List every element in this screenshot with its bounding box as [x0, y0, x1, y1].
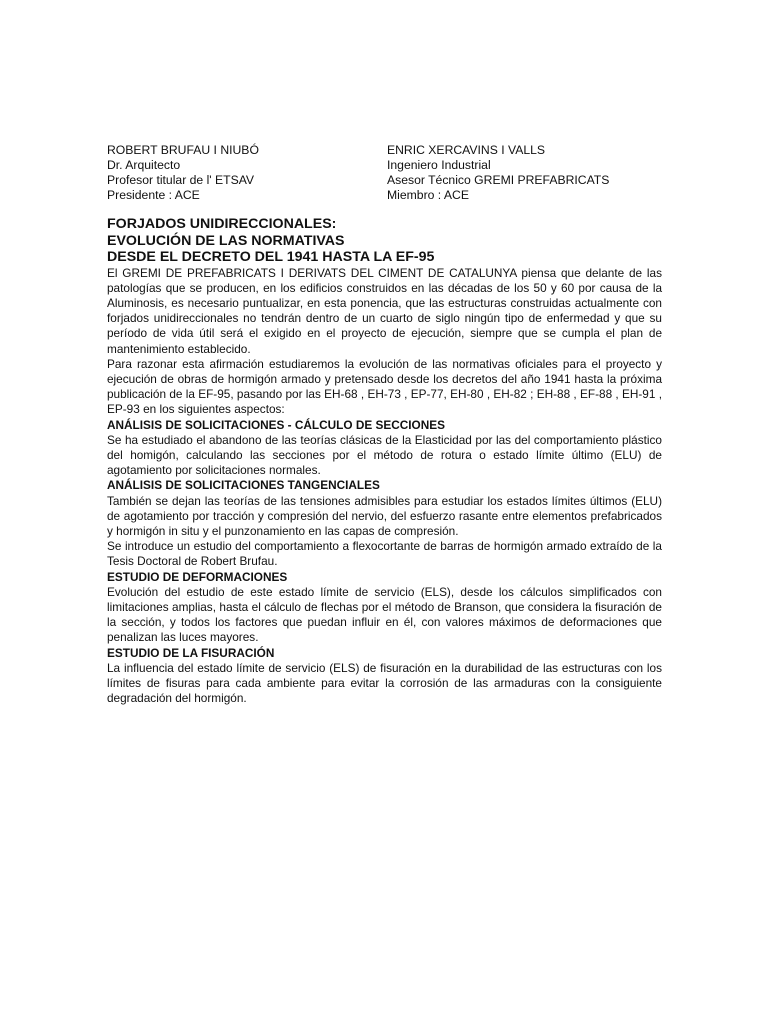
section-heading-fisuracion: ESTUDIO DE LA FISURACIÓN — [107, 645, 275, 660]
section-paragraph-tangenciales-2: Se introduce un estudio del comportamiento a flexocortante de barras de hormigón armado extraído de la Tesis Doctoral de Robert Brufau. — [107, 539, 662, 569]
author-left-name: ROBERT BRUFAU I NIUBÓ — [107, 143, 259, 157]
title-line-3: DESDE EL DECRETO DEL 1941 HASTA LA EF-95 — [107, 249, 435, 265]
section-paragraph-tangenciales-1: También se dejan las teorías de las tensiones admisibles para estudiar los estados límites últimos (ELU) de agotamiento por tracción y compresión del nervio, del esfuerzo rasante entre elementos prefabricados y hormigón in situ y el punzonamiento en las capas de compresión. — [107, 493, 662, 538]
author-right-position: Asesor Técnico GREMI PREFABRICATS — [387, 173, 610, 187]
document-page — [107, 143, 662, 706]
author-left-degree: Dr. Arquitecto — [107, 158, 181, 172]
title-line-2: EVOLUCIÓN DE LAS NORMATIVAS — [107, 232, 345, 249]
title-line-1: FORJADOS UNIDIRECCIONALES: — [107, 216, 337, 232]
section-paragraph-fisuracion: La influencia del estado límite de servicio (ELS) de fisuración en la durabilidad de las estructuras con los límites de fisuras para cada ambiente para evitar la corrosión de las armaduras con la consiguiente degradación del hormigón. — [107, 660, 662, 706]
intro-paragraph-2: Para razonar esta afirmación estudiaremos la evolución de las normativas oficiales para el proyecto y ejecución de obras de hormigón armado y pretensado desde los decretos del año 1941 hasta la próxima publicación de la EF-95, pasando por las EH-68 , EH-73 , EP-77, EH-80 , EH-82 ; EH-88 , EF-88 , EH-91 , EP-93 en los siguientes aspectos: — [107, 356, 662, 417]
author-left-role: Presidente : ACE — [107, 188, 200, 202]
document-title — [107, 216, 662, 266]
section-heading-deformaciones: ESTUDIO DE DEFORMACIONES — [107, 569, 288, 584]
author-right — [387, 143, 662, 203]
intro-paragraph-1: El GREMI DE PREFABRICATS I DERIVATS DEL CIMENT DE CATALUNYA piensa que delante de las patologías que se producen, en los edificios construidos en las décadas de los 50 y 60 por causa de la Aluminosis, es necesario puntualizar, en esta ponencia, que las estructuras construidas actualmente con forjados unidireccionales no tendrán dentro de un cuarto de siglo ningún tipo de enfermedad y que su período de vida útil será el exigido en el proyecto de ejecución, siempre que se cumpla el plan de mantenimiento establecido. — [107, 265, 662, 356]
author-left — [107, 143, 387, 203]
author-right-role: Miembro : ACE — [387, 188, 469, 202]
author-left-position: Profesor titular de l' ETSAV — [107, 173, 255, 187]
authors-block — [107, 143, 662, 203]
section-paragraph-calculo-secciones: Se ha estudiado el abandono de las teorías clásicas de la Elasticidad por las del comportamiento plástico del homigón, calculando las secciones por el método de rotura o estado límite último (ELU) de agotamiento por solicitaciones normales. — [107, 432, 662, 478]
author-right-name: ENRIC XERCAVINS I VALLS — [387, 143, 546, 157]
section-heading-calculo-secciones: ANÁLISIS DE SOLICITACIONES - CÁLCULO DE SECCIONES — [107, 417, 445, 432]
section-paragraph-deformaciones: Evolución del estudio de este estado límite de servicio (ELS), desde los cálculos simplificados con limitaciones amplias, hasta el cálculo de flechas por el método de Branson, que considera la fisuración de la sección, y todos los factores que puedan influir en él, con valores máximos de deformaciones que penalizan las luces mayores. — [107, 584, 662, 645]
section-heading-tangenciales: ANÁLISIS DE SOLICITACIONES TANGENCIALES — [107, 478, 380, 493]
author-right-degree: Ingeniero Industrial — [387, 158, 491, 172]
